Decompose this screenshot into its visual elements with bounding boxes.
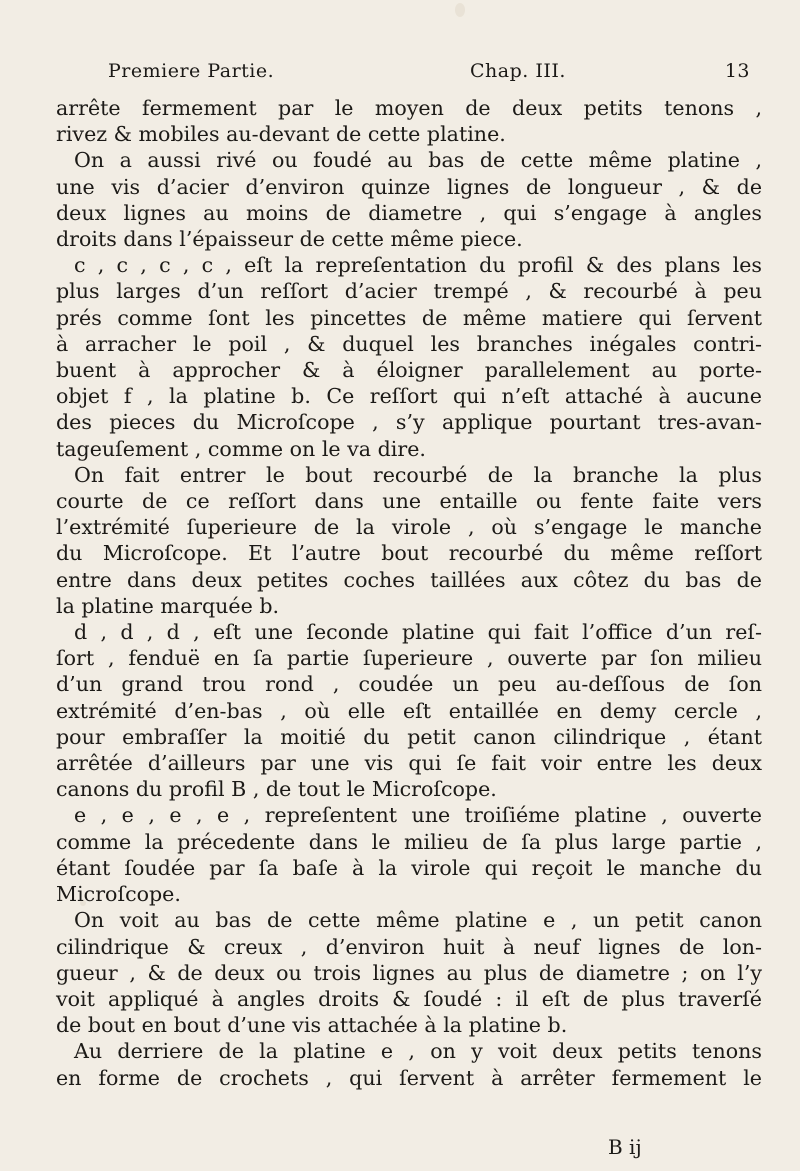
text-line: pour embraſſer la moitié du petit canon cilindrique , étant <box>56 724 762 749</box>
running-title: Premiere Partie. <box>108 60 275 82</box>
text-line: objet f , la platine b. Ce reſſort qui n’eſt attaché à aucune <box>56 384 762 409</box>
text-line: Microſcope. <box>56 882 181 907</box>
text-line: buent à approcher & à éloigner parallelement au porte- <box>56 358 762 383</box>
text-line: extrémité d’en-bas , où elle eſt entaillée en demy cercle , <box>56 698 762 723</box>
text-line: plus larges d’un reſſort d’acier trempé , & recourbé à peu <box>56 279 762 304</box>
text-line: en forme de crochets , qui ſervent à arrêter fermement le <box>56 1065 762 1090</box>
text-line: d’un grand trou rond , coudée un peu au-deſſous de ſon <box>56 672 762 697</box>
text-line: des pieces du Microſcope , s’y applique pourtant tres-avan- <box>56 410 762 435</box>
text-line: tageuſement , comme on le va dire. <box>56 436 426 461</box>
body-text <box>56 95 762 1091</box>
text-line: à arracher le poil , & duquel les branches inégales contri- <box>56 331 762 356</box>
text-line: deux lignes au moins de diametre , qui s’engage à angles <box>56 200 762 225</box>
text-line: c , c , c , c , eſt la repreſentation du profil & des plans les <box>74 253 762 278</box>
text-line: arrêtée d’ailleurs par une vis qui ſe fait voir entre les deux <box>56 751 762 776</box>
text-line: courte de ce reſſort dans une entaille ou fente faite vers <box>56 489 762 514</box>
running-header <box>108 60 788 90</box>
signature-mark: B ij <box>608 1135 642 1159</box>
text-line: On a aussi rivé ou foudé au bas de cette même platine , <box>74 148 762 173</box>
text-line: e , e , e , e , repreſentent une troiſiéme platine , ouverte <box>74 803 762 828</box>
page-number: 13 <box>724 60 750 82</box>
text-line: rivez & mobiles au-devant de cette platine. <box>56 122 506 147</box>
text-line: ſort , fenduë en ſa partie ſuperieure , ouverte par ſon milieu <box>56 646 762 671</box>
text-line: Au derriere de la platine e , on y voit deux petits tenons <box>74 1039 762 1064</box>
text-line: du Microſcope. Et l’autre bout recourbé du même reſſort <box>56 541 762 566</box>
text-line: On voit au bas de cette même platine e , un petit canon <box>74 908 762 933</box>
text-line: comme la précedente dans le milieu de ſa plus large partie , <box>56 829 762 854</box>
text-line: cilindrique & creux , d’environ huit à neuf lignes de lon- <box>56 934 762 959</box>
text-line: voit appliqué à angles droits & ſoudé : il eſt de plus traverſé <box>56 986 762 1011</box>
paper-stain <box>455 3 465 17</box>
text-line: canons du profil B , de tout le Microſcope. <box>56 777 497 802</box>
text-line: une vis d’acier d’environ quinze lignes de longueur , & de <box>56 174 762 199</box>
text-line: gueur , & de deux ou trois lignes au plus de diametre ; on l’y <box>56 960 762 985</box>
text-line: arrête fermement par le moyen de deux petits tenons , <box>56 96 762 120</box>
text-line: la platine marquée b. <box>56 593 280 618</box>
chapter-label: Chap. III. <box>470 60 566 82</box>
text-line: On fait entrer le bout recourbé de la branche la plus <box>74 462 762 487</box>
text-line: d , d , d , eſt une ſeconde platine qui fait l’office d’un reſ- <box>74 620 762 645</box>
text-line: l’extrémité ſuperieure de la virole , où s’engage le manche <box>56 515 762 540</box>
text-line: entre dans deux petites coches taillées aux côtez du bas de <box>56 567 762 592</box>
text-line: étant ſoudée par ſa baſe à la virole qui reçoit le manche du <box>56 855 762 880</box>
text-line: prés comme ſont les pincettes de même matiere qui ſervent <box>56 305 762 330</box>
text-line: droits dans l’épaisseur de cette même piece. <box>56 227 523 252</box>
text-line: de bout en bout d’une vis attachée à la platine b. <box>56 1013 568 1038</box>
